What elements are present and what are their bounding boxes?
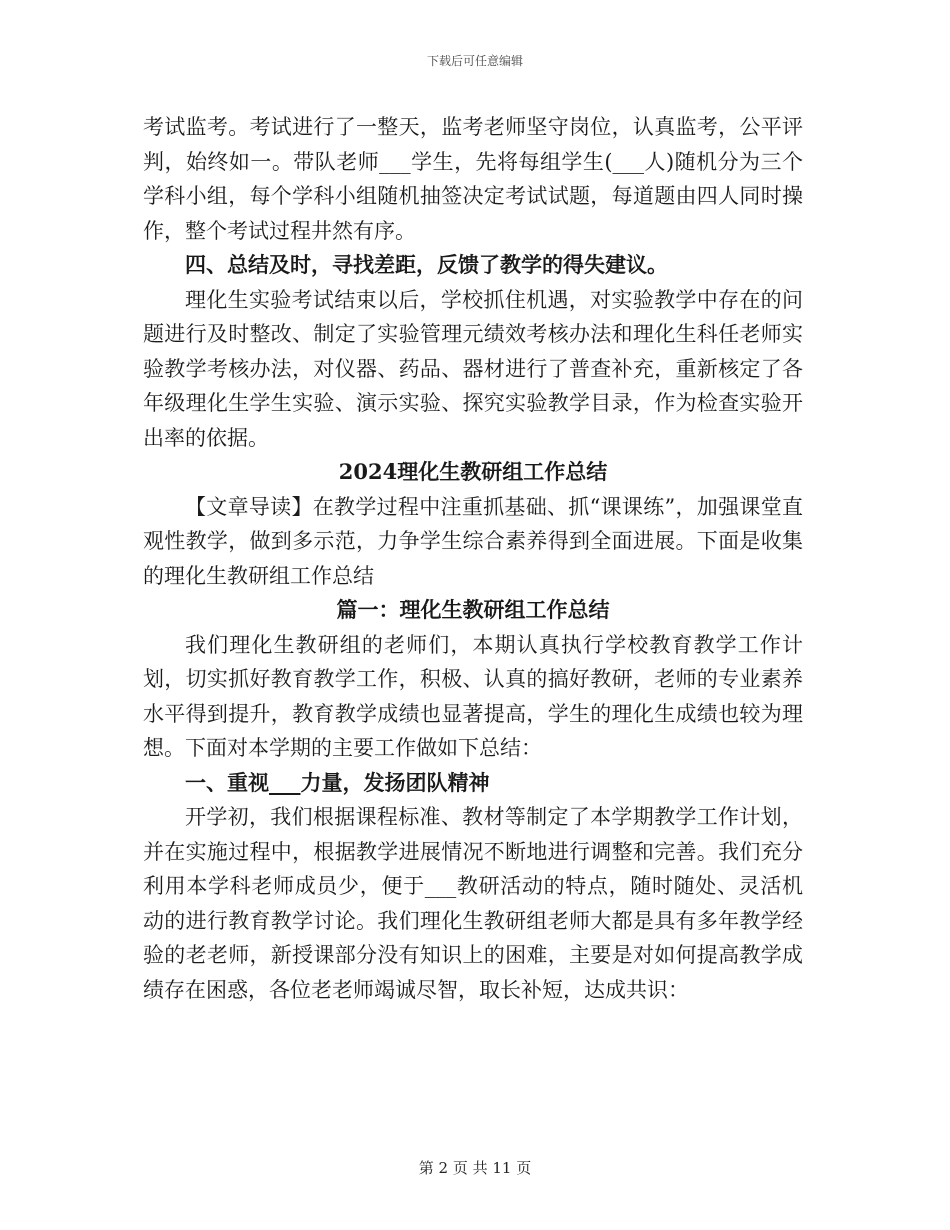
paragraph-group-overview: 我们理化生教研组的老师们，本期认真执行学校教育教学工作计划，切实抓好教育教学工作，积极、认真的搞好教研，老师的专业素养水平得到提升，教育教学成绩也显著提高，学生的理化生成绩也较为理想。下面对本学期的主要工作做如下总结： — [143, 632, 803, 760]
chapter-title: 篇一：理化生教研组工作总结 — [336, 597, 610, 622]
page-number: 第 2 页 共 11 页 — [418, 1159, 532, 1177]
document-body — [143, 110, 803, 1007]
paragraph-article-intro: 【文章导读】在教学过程中注重抓基础、抓“课课练”，加强课堂直观性教学，做到多示范，力争学生综合素养得到全面进展。下面是收集的理化生教研组工作总结 — [143, 494, 803, 588]
download-note: 下载后可任意编辑 — [426, 54, 523, 68]
paragraph-teaching-plan: 开学初，我们根据课程标准、教材等制定了本学期教学工作计划，并在实施过程中，根据教学进展情况不断地进行调整和完善。我们充分利用本学科老师成员少，便于___教研活动的特点，随时随处、灵活机动的进行教育教学讨论。我们理化生教研组老师大都是具有多年教学经验的老老师，新授课部分没有知识上的困难，主要是对如何提高教学成绩存在困惑，各位老老师竭诚尽智，取长补短，达成共识： — [143, 805, 803, 1002]
article-title: 2024理化生教研组工作总结 — [338, 459, 608, 484]
section-heading-summary: 四、总结及时，寻找差距，反馈了教学的得失建议。 — [185, 252, 668, 277]
paragraph-exam-proctoring: 考试监考。考试进行了一整天，监考老师坚守岗位，认真监考，公平评判，始终如一。带队老师___学生，先将每组学生(___人)随机分为三个学科小组，每个学科小组随机抽签决定考试试题，每道题由四人同时操作，整个考试过程井然有序。 — [143, 115, 803, 243]
paragraph-post-exam-reform: 理化生实验考试结束以后，学校抓住机遇，对实验教学中存在的问题进行及时整改、制定了实验管理元绩效考核办法和理化生科任老师实验教学考核办法，对仪器、药品、器材进行了普查补充，重新核定了各年级理化生学生实验、演示实验、探究实验教学目录，作为检查实验开出率的依据。 — [143, 287, 803, 450]
section-heading-teamwork: 一、重视___力量，发扬团队精神 — [185, 769, 490, 795]
